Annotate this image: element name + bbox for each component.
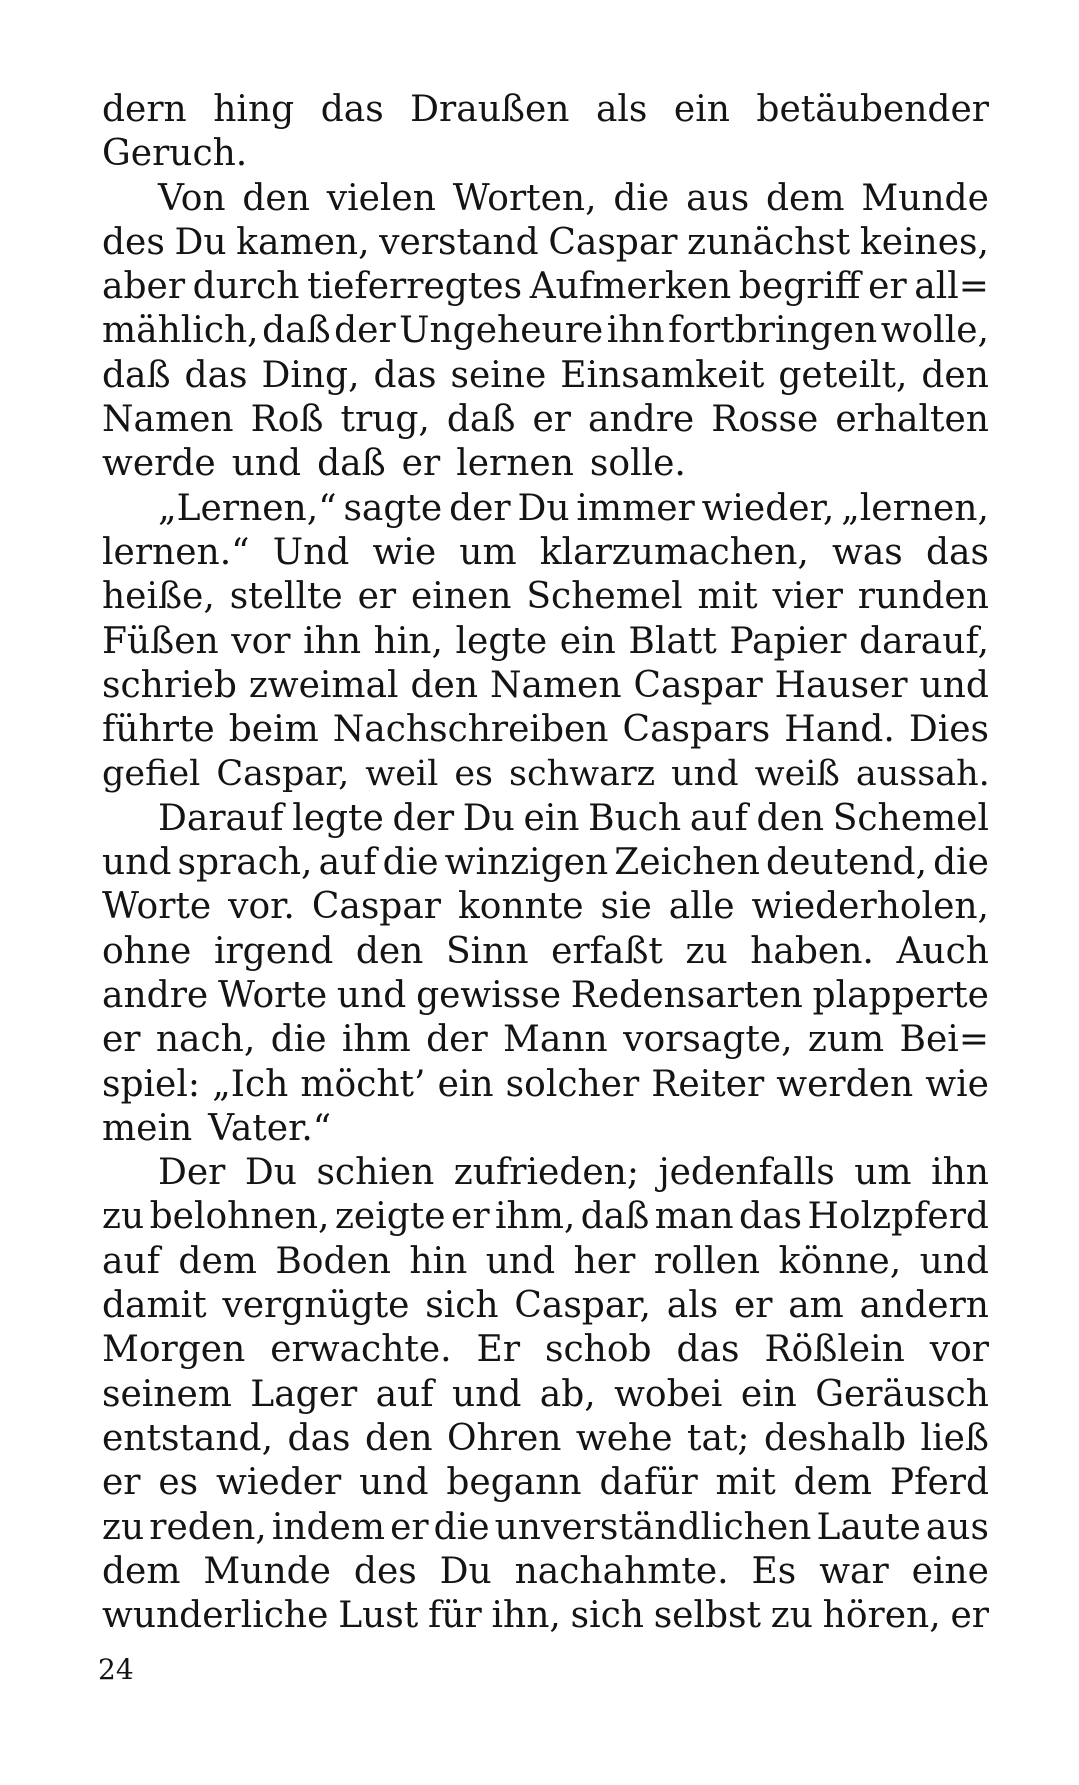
word: am	[788, 1285, 844, 1327]
word: Namen	[102, 399, 234, 441]
word: rollen	[653, 1240, 761, 1282]
word: irgend	[213, 930, 334, 972]
word: wobei	[614, 1373, 723, 1415]
word: die	[933, 842, 989, 884]
word: den	[365, 1417, 433, 1459]
word: Worten,	[452, 177, 597, 219]
word: Roß	[250, 399, 324, 441]
word: Geräusch	[815, 1373, 989, 1415]
word: den	[921, 354, 989, 396]
word: Zeichen	[614, 842, 760, 884]
word: ein	[740, 1373, 797, 1415]
word: er	[390, 1506, 429, 1548]
word: vor	[929, 1329, 989, 1371]
word: wieder,	[701, 487, 835, 529]
text-line	[102, 930, 989, 974]
word: Du	[244, 1152, 297, 1194]
word: Du	[517, 487, 570, 529]
word: immer	[576, 487, 695, 529]
word: nach,	[155, 1019, 256, 1061]
word: nachahmte.	[514, 1550, 729, 1592]
word: er	[868, 266, 907, 308]
word: es	[158, 1462, 199, 1504]
word: Boden	[275, 1240, 391, 1282]
word: begriff	[738, 266, 861, 308]
word: führte	[102, 709, 215, 751]
text-line	[102, 531, 989, 575]
word: wie	[925, 1063, 989, 1105]
word: lernen.“	[102, 531, 250, 573]
word: und	[231, 443, 302, 485]
word: aber	[102, 266, 186, 308]
word: andre	[588, 399, 695, 441]
word: Buch	[588, 797, 682, 839]
word: stellte	[229, 576, 343, 618]
word: ein	[437, 1063, 494, 1105]
word: indem	[271, 1506, 385, 1548]
word: der	[426, 1019, 488, 1061]
word: ihn	[931, 1152, 989, 1194]
word: hin	[409, 1240, 468, 1282]
text-line	[102, 1506, 989, 1550]
text-line	[102, 354, 989, 398]
word: zunächst	[687, 221, 851, 263]
word: er	[102, 1462, 141, 1504]
word: selbst	[653, 1595, 761, 1637]
word: runden	[857, 576, 989, 618]
text-line	[102, 1284, 989, 1328]
word: heiße,	[102, 576, 215, 618]
word: sich	[570, 1595, 644, 1637]
word: sie	[600, 886, 652, 928]
word: dem	[178, 1240, 257, 1282]
word: tieferregtes	[307, 266, 523, 308]
word: werde	[102, 443, 216, 485]
word: um	[459, 531, 517, 573]
word: Es	[751, 1550, 797, 1592]
word: reden,	[149, 1506, 267, 1548]
word: der	[334, 310, 396, 352]
word: hören,	[822, 1595, 941, 1637]
text-line	[102, 885, 989, 929]
word: ab,	[539, 1373, 596, 1415]
word: und	[336, 974, 407, 1016]
text-line	[102, 974, 989, 1018]
word: andern	[859, 1285, 989, 1327]
word: Du	[439, 1550, 492, 1592]
text-line	[102, 752, 989, 796]
word: Morgen	[102, 1329, 246, 1371]
word: Laute	[816, 1506, 921, 1548]
word: als	[595, 89, 648, 130]
word: der	[449, 487, 511, 529]
word: dern	[102, 89, 187, 130]
word: daß	[317, 443, 386, 485]
word: Rosse	[711, 399, 819, 441]
word: ihn	[606, 310, 665, 352]
word: lernen	[456, 443, 574, 485]
text-line	[102, 1550, 989, 1594]
word: und	[919, 664, 989, 706]
word: deshalb	[764, 1417, 907, 1459]
word: Lust	[338, 1595, 419, 1637]
word: Schemel	[832, 797, 989, 839]
word: war	[819, 1550, 889, 1592]
word: Und	[272, 531, 350, 573]
text-line	[102, 620, 989, 664]
word: zeigte	[334, 1196, 446, 1238]
word: Redensarten	[570, 974, 803, 1016]
word: alle	[668, 886, 735, 928]
word: aus	[925, 1506, 989, 1548]
text-line	[102, 265, 989, 309]
word: einen	[411, 576, 512, 618]
word: das	[925, 531, 989, 573]
word: den	[242, 177, 310, 219]
word: Caspars	[622, 709, 771, 751]
word: ihn	[303, 620, 362, 662]
word: dem	[766, 177, 845, 219]
word: auf	[375, 1373, 434, 1415]
word: zu	[102, 1196, 145, 1238]
word: beim	[228, 709, 319, 751]
word: er	[102, 1019, 141, 1061]
word: werden	[776, 1063, 914, 1105]
text-line	[102, 664, 989, 708]
word: das	[676, 1329, 740, 1371]
word: und	[919, 1240, 989, 1282]
word: um	[854, 1152, 912, 1194]
word: Caspar	[311, 886, 442, 928]
word: betäubender	[756, 89, 989, 130]
word: vergnügte	[222, 1285, 410, 1327]
word: Worte	[217, 974, 328, 1016]
word: verstand	[379, 221, 539, 263]
word: Caspar	[548, 221, 678, 263]
word: tat;	[687, 1417, 750, 1459]
word: er	[357, 576, 397, 618]
word: her	[573, 1240, 636, 1282]
word: den	[355, 930, 424, 972]
word: trug,	[340, 399, 430, 441]
word: vielen	[326, 177, 436, 219]
word: zu	[102, 1506, 145, 1548]
word: und	[451, 1373, 522, 1415]
word: vorsagte,	[623, 1019, 793, 1061]
word: wiederholen,	[751, 886, 989, 928]
word: Pferd	[889, 1462, 989, 1504]
word: Füßen	[102, 620, 219, 662]
word: Caspar,	[216, 754, 350, 795]
word: der	[392, 797, 455, 839]
word: plapperte	[812, 974, 989, 1016]
word: Munde	[861, 177, 989, 219]
word: schob	[545, 1329, 652, 1371]
word: daß	[580, 1196, 650, 1238]
word: Lager	[250, 1373, 358, 1415]
word: Holzpferd	[807, 1196, 989, 1238]
word: Du	[174, 221, 227, 263]
word: er	[401, 443, 441, 485]
word: die	[613, 177, 670, 219]
word: legte	[292, 797, 384, 839]
word: Ungeheure	[399, 310, 604, 352]
text-line	[102, 708, 989, 752]
word: Blatt	[628, 620, 717, 662]
text-line	[102, 177, 989, 221]
word: sagte	[343, 487, 443, 529]
word: es	[454, 754, 494, 795]
word: mit	[715, 1462, 776, 1504]
word: spiel:	[102, 1063, 200, 1105]
word: Vater.“	[208, 1107, 332, 1149]
word: das	[373, 354, 437, 396]
word: Ohren	[447, 1417, 562, 1459]
word: des	[102, 221, 165, 263]
word: Einsamkeit	[560, 354, 765, 396]
word: schwarz	[509, 754, 656, 795]
word: auf	[102, 1240, 160, 1282]
word: zu	[770, 1595, 813, 1637]
word: solcher	[505, 1063, 640, 1105]
word: auf	[318, 842, 377, 884]
word: zum	[807, 1019, 885, 1061]
text-line	[102, 575, 989, 619]
page-number: 24	[98, 1653, 134, 1686]
word: daß	[102, 354, 171, 396]
word: aus	[686, 177, 750, 219]
word: und	[102, 842, 172, 884]
text-line	[102, 1240, 989, 1284]
word: des	[353, 1550, 417, 1592]
word: Reiter	[651, 1063, 765, 1105]
word: darauf,	[859, 620, 989, 662]
text-line	[102, 88, 989, 132]
word: die	[382, 842, 439, 884]
word: „Ich	[212, 1063, 289, 1105]
word: das	[184, 354, 248, 396]
word: Ding,	[261, 354, 360, 396]
word: keines,	[859, 221, 989, 263]
word: Sinn	[445, 930, 529, 972]
word: zweimal	[248, 664, 399, 706]
word: Caspar	[633, 664, 763, 706]
word: gewisse	[416, 974, 561, 1016]
word: er	[950, 1595, 989, 1637]
word: Von	[158, 177, 226, 219]
word: das	[739, 1196, 803, 1238]
word: aussah.	[855, 754, 990, 795]
word: das	[287, 1417, 351, 1459]
word: und	[359, 1462, 429, 1504]
word: vor.	[228, 886, 295, 928]
word: sich	[425, 1285, 499, 1327]
text-line	[102, 1373, 989, 1417]
word: ohne	[102, 930, 192, 972]
word: vor	[231, 620, 291, 662]
word: den	[410, 664, 479, 706]
word: erfaßt	[551, 930, 663, 972]
word: Schemel	[526, 576, 683, 618]
word: Darauf	[158, 797, 284, 839]
word: Rößlein	[764, 1329, 905, 1371]
word: wie	[372, 531, 437, 573]
word: konnte	[457, 886, 584, 928]
word: Geruch.	[102, 133, 248, 175]
word: daß	[262, 310, 331, 352]
word: erwachte.	[270, 1329, 452, 1371]
word: weil	[365, 754, 439, 795]
word: Hauser	[774, 664, 908, 706]
word: Bei=	[899, 1019, 989, 1061]
word: wehe	[575, 1417, 673, 1459]
word: zu	[685, 930, 728, 972]
word: weiß	[754, 754, 840, 795]
word: jedenfalls	[658, 1152, 835, 1194]
word: durch	[192, 266, 300, 308]
word: andre	[102, 974, 209, 1016]
word: ein	[559, 620, 616, 662]
word: Namen	[489, 664, 622, 706]
word: seine	[450, 354, 547, 396]
word: schrieb	[102, 664, 237, 706]
word: Der	[158, 1152, 226, 1194]
word: eine	[911, 1550, 989, 1592]
word: ein	[673, 89, 730, 130]
word: hin,	[373, 620, 443, 662]
word: belohnen,	[149, 1196, 330, 1238]
word: und	[485, 1240, 556, 1282]
text-line	[102, 442, 989, 486]
word: könne,	[778, 1240, 902, 1282]
word: mit	[697, 576, 758, 618]
word: Auch	[896, 930, 989, 972]
word: vier	[772, 576, 843, 618]
text-line	[102, 1018, 989, 1062]
text-line	[102, 797, 989, 841]
text-line	[102, 221, 989, 265]
word: solle.	[589, 443, 686, 485]
word: als	[666, 1285, 719, 1327]
word: auf	[689, 797, 748, 839]
word: Aufmerken	[529, 266, 732, 308]
word: ihm	[341, 1019, 411, 1061]
word: mein	[102, 1107, 193, 1149]
word: Papier	[729, 620, 847, 662]
word: ihn,	[491, 1595, 561, 1637]
word: entstand,	[102, 1417, 274, 1459]
word: Nachschreiben	[332, 709, 609, 751]
text-line	[102, 1107, 989, 1151]
word: fortbringen	[668, 310, 878, 352]
word: winzigen	[444, 842, 609, 884]
word: daß	[446, 399, 516, 441]
word: haben.	[750, 930, 874, 972]
word: deutend,	[766, 842, 928, 884]
word: er	[451, 1196, 490, 1238]
word: Caspar,	[514, 1285, 651, 1327]
word: seinem	[102, 1373, 232, 1415]
word: Er	[476, 1329, 521, 1371]
text-line	[102, 1461, 989, 1505]
word: Dies	[908, 709, 989, 751]
word: wunderliche	[102, 1595, 329, 1637]
word: geteilt,	[778, 354, 908, 396]
word: man	[654, 1196, 734, 1238]
word: „lernen,	[841, 487, 989, 529]
word: was	[832, 531, 903, 573]
text-line	[102, 398, 989, 442]
text-line	[102, 1195, 989, 1239]
text-line	[102, 1594, 989, 1638]
word: die	[270, 1019, 327, 1061]
word: Du	[462, 797, 515, 839]
word: all=	[914, 266, 989, 308]
word: Mann	[503, 1019, 608, 1061]
word: ein	[523, 797, 580, 839]
text-line	[102, 487, 989, 531]
word: mählich,	[102, 310, 259, 352]
word: gefiel	[102, 754, 201, 795]
word: „Lernen,“	[158, 487, 337, 529]
text-block	[102, 88, 989, 1638]
text-line	[102, 841, 989, 885]
text-line	[102, 309, 989, 353]
word: er	[532, 399, 571, 441]
word: ließ	[920, 1417, 989, 1459]
word: sprach,	[177, 842, 313, 884]
word: Hand.	[784, 709, 895, 751]
word: für	[428, 1595, 482, 1637]
word: dafür	[599, 1462, 698, 1504]
word: begann	[446, 1462, 582, 1504]
word: klarzumachen,	[539, 531, 809, 573]
word: erhalten	[835, 399, 989, 441]
word: Worte	[102, 886, 212, 928]
word: dem	[102, 1550, 181, 1592]
word: Munde	[203, 1550, 331, 1592]
word: legte	[455, 620, 548, 662]
word: zufrieden;	[453, 1152, 639, 1194]
word: Draußen	[410, 89, 570, 130]
word: die	[433, 1506, 490, 1548]
word: er	[733, 1285, 773, 1327]
word: unverständlichen	[494, 1506, 812, 1548]
word: den	[756, 797, 825, 839]
word: dem	[793, 1462, 873, 1504]
text-line	[102, 1328, 989, 1372]
word: damit	[102, 1285, 207, 1327]
word: ihm,	[495, 1196, 576, 1238]
text-line	[102, 1417, 989, 1461]
text-line	[102, 132, 989, 176]
word: möcht’	[300, 1063, 426, 1105]
word: das	[320, 89, 384, 130]
text-line	[102, 1151, 989, 1195]
word: hing	[213, 89, 295, 130]
word: wolle,	[880, 310, 989, 352]
text-line	[102, 1063, 989, 1107]
word: und	[671, 754, 739, 795]
word: wieder	[216, 1462, 342, 1504]
word: schien	[316, 1152, 435, 1194]
word: kamen,	[236, 221, 370, 263]
